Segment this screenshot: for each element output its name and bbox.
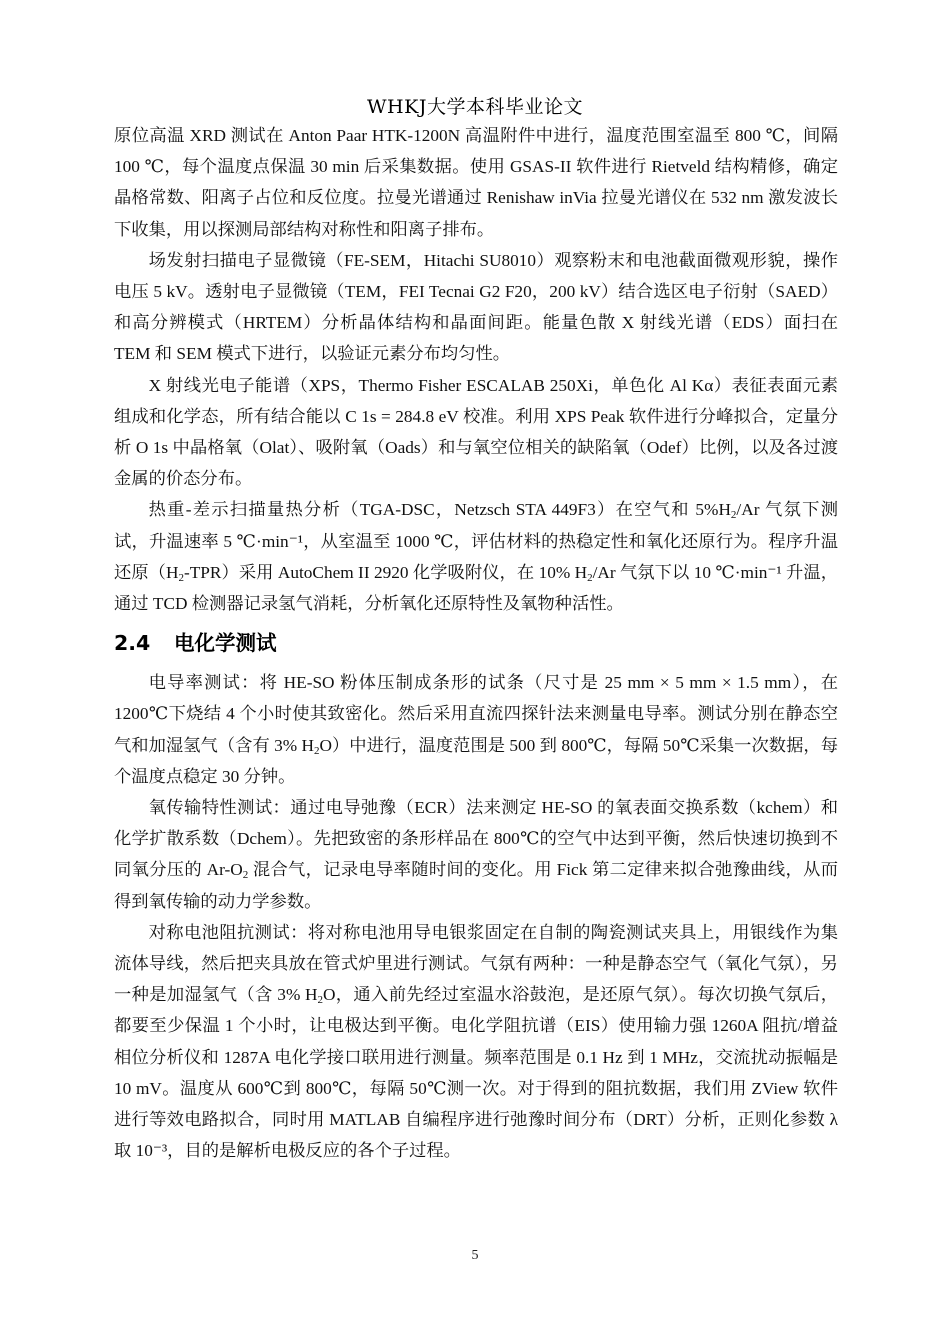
text-fragment: /Ar 气氛下以 10 ℃·min⁻¹ 升温，通过 TCD 检测器记录氢气消耗，分析氧化还原特性及氧物种活性。 [114, 562, 839, 614]
text-fragment: O）中进行，温度范围是 500 到 800℃，每隔 50℃采集一次数据，每个温度点稳定 30 分钟。 [114, 735, 838, 786]
text-fragment: O，通入前先经过室温水浴鼓泡，是还原气氛）。每次切换气氛后，都要至少保温 1 个小时，让电极达到平衡。电化学阻抗谱（EIS）使用输力强 1260A 阻抗/增益相位分析仪和 1287A 电化学接口联用进行测量。频率范围是 0.1 Hz 到 1 MHz，交流扰动振幅是 10 mV。温度从 600℃到 800℃，每隔 50℃测一次。对于得到的阻抗数据，我们用 ZView 软件进行等效电路拟合，同时用 MATLAB 自编程序进行弛豫时间分布（DRT）分析，正则化参数 λ 取 10⁻³，目的是解析电极反应的各个子过程。 [114, 985, 838, 1161]
paragraph-impedance [114, 917, 838, 1167]
subscript: 2 [317, 994, 323, 1007]
text-fragment: 热重-差示扫描量热分析（TGA-DSC，Netzsch STA 449F3）在空气和 5%H [148, 500, 731, 520]
body-text [114, 120, 838, 1167]
text-fragment: /Ar 气氛下测试，升温速率 5 ℃·min⁻¹，从室温至 1000 ℃，评估材料的热稳定性和氧化还原行为。程序升温还原（H [114, 500, 838, 582]
page-header: WHKJ大学本科毕业论文 [367, 96, 583, 118]
subscript: 2 [730, 509, 737, 522]
text-fragment: 电导率测试：将 HE-SO 粉体压制成条形的试条（尺寸是 25 mm × 5 mm × 1.5 mm），在 1200℃下烧结 4 个小时使其致密化。然后采用直流四探针法来测量电导率。测试分别在静态空气和加湿氢气（含有 3% H [114, 673, 838, 755]
text-fragment: 氧传输特性测试：通过电导弛豫（ECR）法来测定 HE-SO 的氧表面交换系数（kchem）和化学扩散系数（Dchem）。先把致密的条形样品在 800℃的空气中达到平衡，然后快速切换到不同氧分压的 Ar-O [114, 798, 838, 880]
section-heading [114, 631, 838, 655]
page-number: 5 [471, 1248, 479, 1263]
paragraph-xps: X 射线光电子能谱（XPS，Thermo Fisher ESCALAB 250Xi，单色化 Al Kα）表征表面元素组成和化学态，所有结合能以 C 1s = 284.8 eV 校准。利用 XPS Peak 软件进行分峰拟合，定量分析 O 1s 中晶格氧（Olat）、吸附氧（Oads）和与氧空位相关的缺陷氧（Odef）比例，以及各过渡金属的价态分布。 [114, 375, 838, 489]
section-title: 电化学测试 [174, 631, 277, 656]
paragraph-conductivity [114, 667, 838, 792]
paragraph-xrd-raman: 原位高温 XRD 测试在 Anton Paar HTK-1200N 高温附件中进行，温度范围室温至 800 ℃，间隔 100 ℃，每个温度点保温 30 min 后采集数据。使用 GSAS-II 软件进行 Rietveld 结构精修，确定晶格常数、阳离子占位和反位度。拉曼光谱通过 Renishaw inVia 拉曼光谱仪在 532 nm 激发波长下收集，用以探测局部结构对称性和阳离子排布。 [114, 126, 838, 239]
subscript: 2 [313, 744, 320, 757]
paragraph-oxygen-transport [114, 792, 838, 917]
subscript: 2 [242, 869, 249, 882]
subscript: 2 [587, 571, 593, 584]
paragraph-tga-tpr [114, 494, 838, 619]
paragraph-sem-tem: 场发射扫描电子显微镜（FE-SEM，Hitachi SU8010）观察粉末和电池截面微观形貌，操作电压 5 kV。透射电子显微镜（TEM，FEI Tecnai G2 F20，200 kV）结合选区电子衍射（SAED）和高分辨模式（HRTEM）分析晶体结构和晶面间距。能量色散 X 射线光谱（EDS）面扫在 TEM 和 SEM 模式下进行，以验证元素分布均匀性。 [114, 250, 838, 364]
text-fragment: -TPR）采用 AutoChem II 2920 化学吸附仪，在 10% H [183, 562, 588, 582]
text-fragment: 对称电池阻抗测试：将对称电池用导电银浆固定在自制的陶瓷测试夹具上，用银线作为集流体导线，然后把夹具放在管式炉里进行测试。气氛有两种：一种是静态空气（氧化气氛），另一种是加湿氢气（含 3% H [114, 922, 838, 1005]
subscript: 2 [178, 571, 184, 584]
section-number: 2.4 [114, 631, 151, 656]
text-fragment: 混合气，记录电导率随时间的变化。用 Fick 第二定律来拟合弛豫曲线，从而得到氧传输的动力学参数。 [114, 860, 838, 911]
